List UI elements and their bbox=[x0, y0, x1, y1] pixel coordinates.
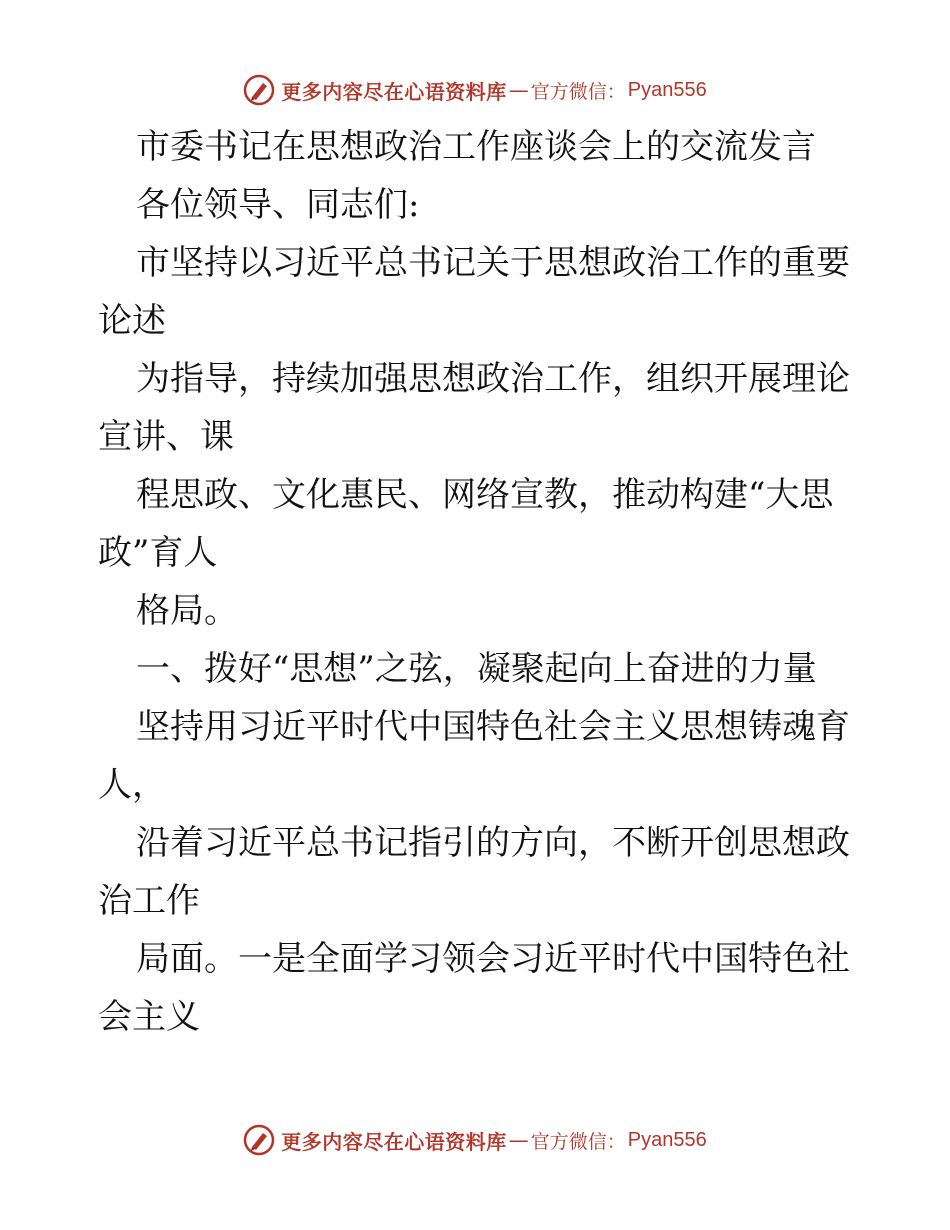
doc-line: 政”育人 bbox=[98, 533, 218, 573]
banner-wechat-id: Pyan556 bbox=[627, 78, 707, 101]
pen-logo-icon bbox=[243, 1124, 275, 1156]
doc-line: 论述 bbox=[98, 301, 166, 341]
doc-section-heading: 一、拨好“思想”之弦，凝聚起向上奋进的力量 bbox=[136, 649, 817, 689]
doc-title: 市委书记在思想政治工作座谈会上的交流发言 bbox=[136, 127, 816, 167]
banner-text: 更多内容尽在心语资料库 bbox=[281, 79, 507, 104]
doc-line: 格局。 bbox=[136, 591, 238, 631]
doc-salutation: 各位领导、同志们: bbox=[136, 185, 420, 225]
doc-line: 程思政、文化惠民、网络宣教，推动构建“大思 bbox=[136, 475, 834, 515]
pen-logo-icon bbox=[243, 74, 275, 106]
doc-line: 为指导，持续加强思想政治工作，组织开展理论 bbox=[136, 359, 850, 399]
doc-line: 人， bbox=[98, 765, 166, 805]
banner-wechat-id: Pyan556 bbox=[627, 1128, 707, 1151]
banner-official-label: 官方微信： bbox=[530, 1130, 626, 1153]
doc-line: 会主义 bbox=[98, 997, 200, 1037]
doc-line: 坚持用习近平时代中国特色社会主义思想铸魂育 bbox=[136, 707, 850, 747]
banner-separator: — bbox=[508, 1128, 529, 1152]
banner-official-label: 官方微信： bbox=[530, 80, 626, 103]
document-body bbox=[98, 118, 858, 1046]
doc-line: 局面。一是全面学习领会习近平时代中国特色社 bbox=[136, 939, 850, 979]
header-banner bbox=[0, 70, 950, 110]
doc-line: 沿着习近平总书记指引的方向，不断开创思想政 bbox=[136, 823, 850, 863]
doc-line: 市坚持以习近平总书记关于思想政治工作的重要 bbox=[136, 243, 850, 283]
footer-banner bbox=[0, 1120, 950, 1160]
banner-text: 更多内容尽在心语资料库 bbox=[281, 1129, 507, 1154]
banner-separator: — bbox=[508, 78, 529, 102]
doc-line: 治工作 bbox=[98, 881, 200, 921]
doc-line: 宣讲、课 bbox=[98, 417, 234, 457]
